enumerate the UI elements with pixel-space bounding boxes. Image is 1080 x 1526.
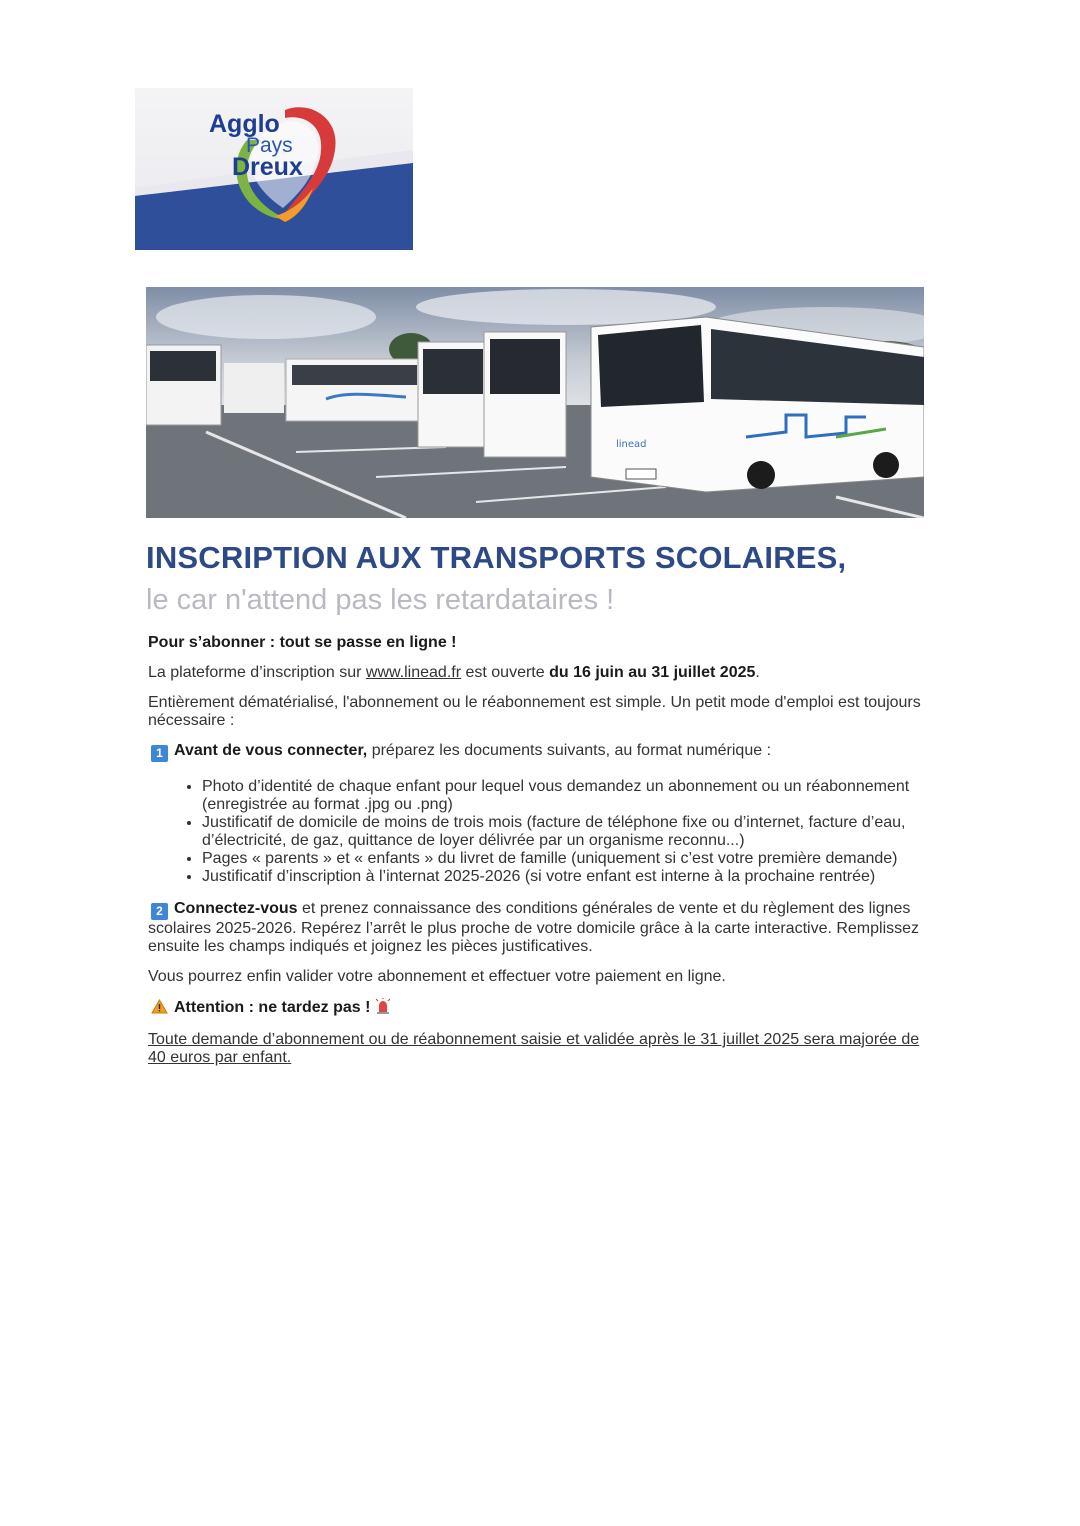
step1-paragraph: 1 Avant de vous connecter, préparez les documents suivants, au format numérique : bbox=[148, 742, 938, 762]
finalize-paragraph: Vous pourrez enfin valider votre abonnement et effectuer votre paiement en ligne. bbox=[148, 968, 726, 985]
warning-icon bbox=[151, 999, 168, 1019]
step2-bold: Connectez-vous bbox=[174, 900, 298, 917]
step1-bold: Avant de vous connecter, bbox=[174, 742, 368, 759]
attention-text: Attention : ne tardez pas ! bbox=[174, 999, 371, 1016]
logo-text-agglo: Agglo bbox=[209, 110, 280, 138]
dematerialised-paragraph: Entièrement dématérialisé, l'abonnement ou le réabonnement est simple. Un petit mode d'emploi est toujours nécessaire : bbox=[148, 694, 921, 729]
step1-number-badge: 1 bbox=[151, 745, 168, 762]
platform-paragraph: La plateforme d’inscription sur www.linead.fr est ouverte du 16 juin au 31 juillet 2025. bbox=[148, 664, 760, 681]
main-content bbox=[148, 634, 938, 1079]
step2-paragraph: 2 Connectez-vous et prenez connaissance des conditions générales de vente et du règlement des lignes scolaires 2025-2026. Repérez l’arrêt le plus proche de votre domicile grâce à la carte interactive. Remplissez ensuite les champs indiqués et joignez les pièces justificatives. bbox=[148, 900, 920, 955]
step2-number-badge: 2 bbox=[151, 903, 168, 920]
platform-dates: du 16 juin au 31 juillet 2025 bbox=[549, 664, 756, 681]
list-item: • Justificatif d’inscription à l’internat 2025-2026 (si votre enfant est interne à la prochaine rentrée) bbox=[202, 868, 938, 886]
surcharge-notice: Toute demande d’abonnement ou de réabonnement saisie et validée après le 31 juillet 2025 sera majorée de 40 euros par enfant. bbox=[148, 1031, 920, 1066]
agglo-pays-dreux-logo bbox=[135, 88, 413, 250]
page-title: INSCRIPTION AUX TRANSPORTS SCOLAIRES, bbox=[146, 540, 847, 575]
buses-photo bbox=[146, 287, 924, 518]
bus-label-text: linead bbox=[616, 439, 647, 450]
siren-icon bbox=[376, 998, 390, 1019]
linead-link[interactable]: www.linead.fr bbox=[365, 664, 462, 681]
page-subtitle: le car n'attend pas les retardataires ! bbox=[146, 584, 615, 616]
documents-list bbox=[184, 778, 938, 886]
list-item: • Justificatif de domicile de moins de trois mois (facture de téléphone fixe ou d’internet, facture d’eau, d’électricité, de gaz, quittance de loyer délivrée par un organisme reconnu...) bbox=[202, 814, 938, 850]
logo-text-dreux: Dreux bbox=[232, 153, 303, 181]
buses-illustration bbox=[146, 287, 924, 518]
attention-paragraph bbox=[148, 998, 938, 1019]
list-item: • Pages « parents » et « enfants » du livret de famille (uniquement si c’est votre première demande) bbox=[202, 850, 938, 868]
logo-text-pays: Pays bbox=[246, 134, 293, 157]
subscribe-lead: Pour s’abonner : tout se passe en ligne ! bbox=[148, 634, 457, 651]
list-item: • Photo d’identité de chaque enfant pour lequel vous demandez un abonnement ou un réabonnement (enregistrée au format .jpg ou .png) bbox=[202, 778, 938, 814]
